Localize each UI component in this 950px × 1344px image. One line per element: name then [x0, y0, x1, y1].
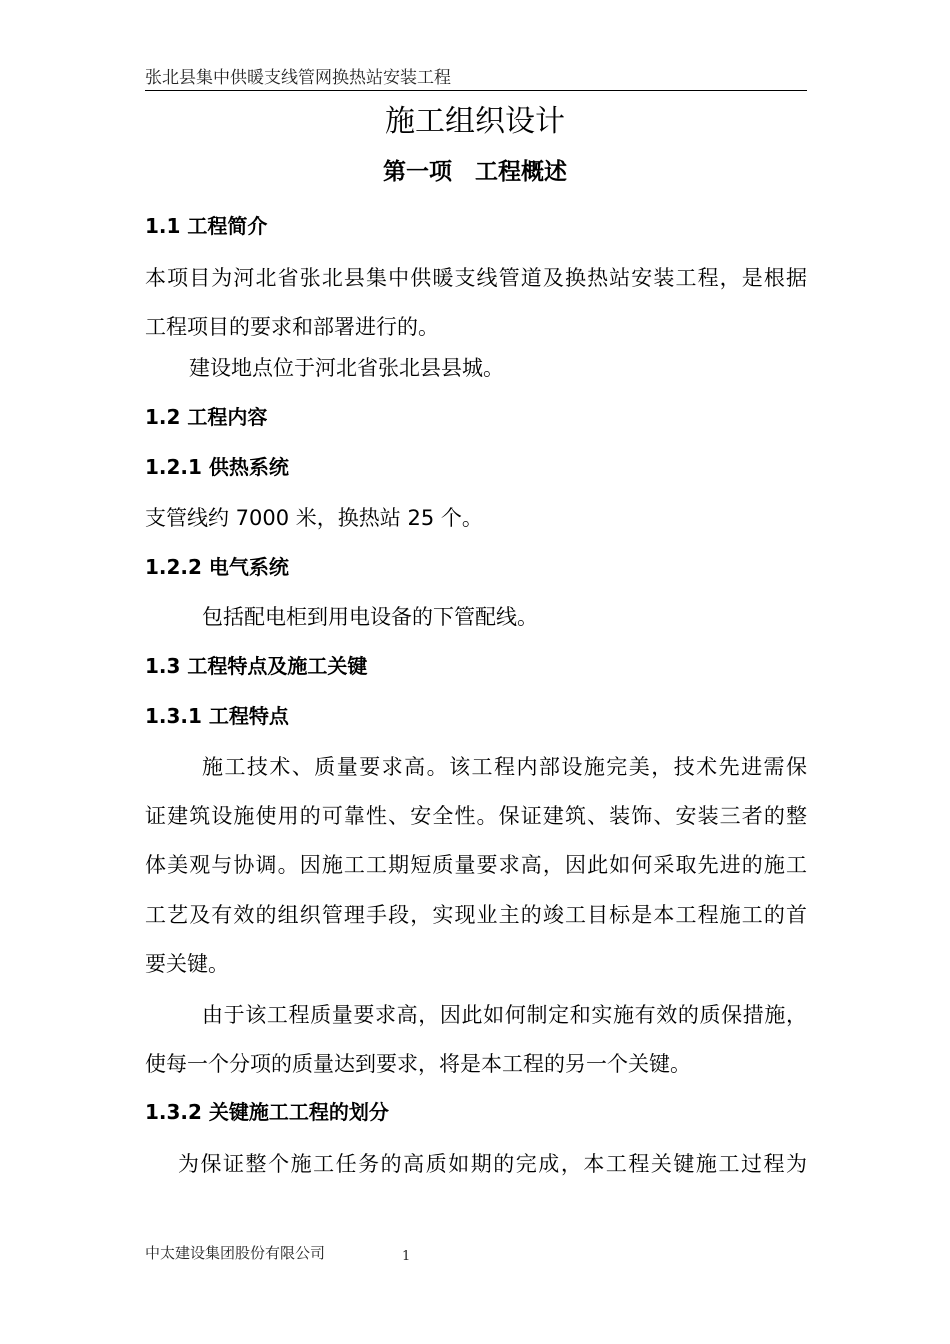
- chapter-heading: 第一项 工程概述: [383, 159, 567, 185]
- paragraph-line: 施工技术、质量要求高。该工程内部设施完美，技术先进需保: [202, 755, 807, 779]
- page-header: 张北县集中供暖支线管网换热站安装工程: [145, 66, 807, 91]
- section-heading-1-3-2: 1.3.2 关键施工工程的划分: [145, 1100, 389, 1124]
- paragraph-line: 工程项目的要求和部署进行的。: [145, 315, 439, 339]
- paragraph-line: 支管线约 7000 米，换热站 25 个。: [145, 506, 483, 530]
- paragraph-line: 要关键。: [145, 952, 229, 976]
- paragraph-line: 证建筑设施使用的可靠性、安全性。保证建筑、装饰、安装三者的整: [145, 804, 807, 828]
- footer-company: 中太建设集团股份有限公司: [145, 1244, 326, 1262]
- paragraph-line: 使每一个分项的质量达到要求，将是本工程的另一个关键。: [145, 1052, 691, 1076]
- paragraph-line: 本项目为河北省张北县集中供暖支线管道及换热站安装工程，是根据: [145, 266, 807, 290]
- section-heading-1-3-1: 1.3.1 工程特点: [145, 704, 289, 728]
- section-heading-1-3: 1.3 工程特点及施工关键: [145, 654, 368, 678]
- section-heading-1-2: 1.2 工程内容: [145, 405, 268, 429]
- paragraph-line: 由于该工程质量要求高，因此如何制定和实施有效的质保措施，: [202, 1003, 807, 1027]
- paragraph-line: 体美观与协调。因施工工期短质量要求高，因此如何采取先进的施工: [145, 853, 807, 877]
- paragraph-line: 建设地点位于河北省张北县县城。: [189, 356, 504, 380]
- paragraph-line: 工艺及有效的组织管理手段，实现业主的竣工目标是本工程施工的首: [145, 903, 807, 927]
- paragraph-line: 为保证整个施工任务的高质如期的完成，本工程关键施工过程为: [178, 1152, 807, 1176]
- section-heading-1-1: 1.1 工程简介: [145, 214, 268, 238]
- section-heading-1-2-2: 1.2.2 电气系统: [145, 555, 289, 579]
- section-heading-1-2-1: 1.2.1 供热系统: [145, 455, 289, 479]
- page-number: 1: [402, 1249, 411, 1264]
- paragraph-line: 包括配电柜到用电设备的下管配线。: [202, 605, 538, 629]
- document-title: 施工组织设计: [385, 104, 565, 139]
